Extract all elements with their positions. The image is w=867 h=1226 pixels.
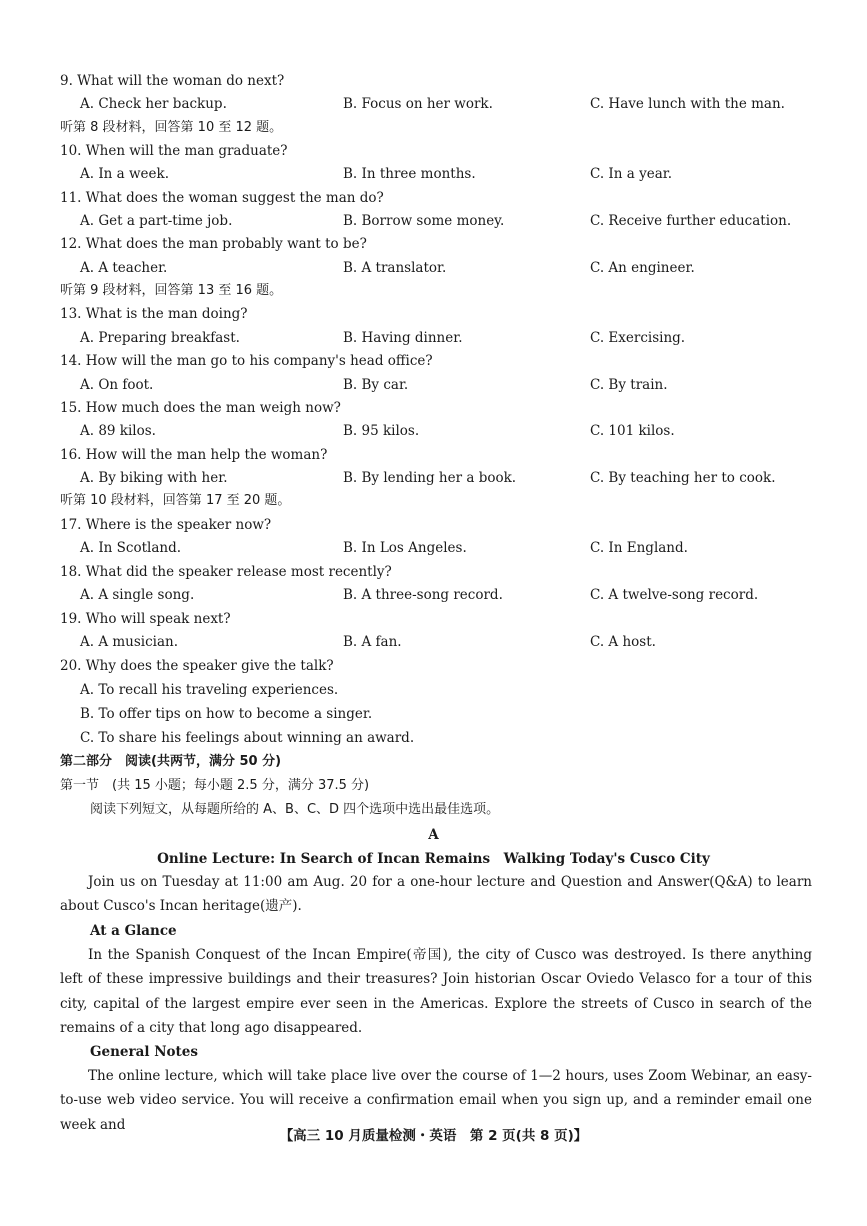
- option-b: B. 95 kilos.: [343, 423, 420, 439]
- instruction-seg10: 听第 10 段材料，回答第 17 至 20 题。: [60, 493, 291, 508]
- instruction-seg8: 听第 8 段材料，回答第 10 至 12 题。: [60, 120, 283, 135]
- option-b: B. A fan.: [343, 634, 402, 650]
- option-c: C. A host.: [590, 634, 656, 650]
- option-c: C. By teaching her to cook.: [590, 470, 776, 486]
- question-stem: 14. How will the man go to his company's head office?: [60, 353, 433, 369]
- passage-intro: [60, 870, 812, 919]
- glance-paragraph: [60, 943, 812, 1040]
- intro-text: Join us on Tuesday at 11:00 am Aug. 20 for a one-hour lecture and Question and Answer(Q&A) to learn about Cusco's Incan heritage(遗产).: [60, 874, 812, 915]
- glance-text: In the Spanish Conquest of the Incan Empire(帝国), the city of Cusco was destroyed. Is there anything left of these impressive buildings and their treasures? Join historian Oscar Oviedo Velasco for a tour of this city, capital of the largest empire ever seen in the Americas. Explore the streets of Cusco in search of the remains of a city that long ago disappeared.: [60, 947, 812, 1036]
- instruction-seg9: 听第 9 段材料，回答第 13 至 16 题。: [60, 283, 283, 298]
- option-b: B. Having dinner.: [343, 330, 463, 346]
- question-stem: 19. Who will speak next?: [60, 611, 231, 627]
- question-stem: 15. How much does the man weigh now?: [60, 400, 341, 416]
- question-stem: 13. What is the man doing?: [60, 306, 248, 322]
- option-c: C. In England.: [590, 540, 688, 556]
- option-c: C. By train.: [590, 377, 668, 393]
- option-b: B. A three-song record.: [343, 587, 503, 603]
- option-c: C. In a year.: [590, 166, 673, 182]
- part2-heading: 第二部分 阅读(共两节，满分 50 分): [60, 754, 282, 769]
- question-stem: 11. What does the woman suggest the man do?: [60, 190, 384, 206]
- option-c: C. 101 kilos.: [590, 423, 675, 439]
- passage-letter: A: [428, 827, 439, 843]
- notes-text: The online lecture, which will take place live over the course of 1—2 hours, uses Zoom Webinar, an easy-to-use web video service. You will receive a confirmation email when you sign up, and a reminder email one week and: [60, 1068, 812, 1133]
- question-stem: 9. What will the woman do next?: [60, 73, 285, 89]
- option-c: C. Exercising.: [590, 330, 686, 346]
- option-b: B. A translator.: [343, 260, 447, 276]
- question-stem: 20. Why does the speaker give the talk?: [60, 658, 334, 674]
- question-stem: 10. When will the man graduate?: [60, 143, 288, 159]
- option-a: A. To recall his traveling experiences.: [80, 682, 339, 698]
- notes-heading: General Notes: [90, 1044, 198, 1060]
- option-b: B. Focus on her work.: [343, 96, 493, 112]
- question-stem: 16. How will the man help the woman?: [60, 447, 328, 463]
- option-a: A. A musician.: [80, 634, 179, 650]
- option-b: B. To offer tips on how to become a singer.: [80, 706, 373, 722]
- option-a: A. Preparing breakfast.: [80, 330, 240, 346]
- option-b: B. Borrow some money.: [343, 213, 505, 229]
- question-stem: 17. Where is the speaker now?: [60, 517, 272, 533]
- option-c: C. An engineer.: [590, 260, 695, 276]
- question-stem: 18. What did the speaker release most recently?: [60, 564, 392, 580]
- option-a: A. In Scotland.: [80, 540, 182, 556]
- option-a: A. By biking with her.: [80, 470, 228, 486]
- reading-directions: 阅读下列短文，从每题所给的 A、B、C、D 四个选项中选出最佳选项。: [90, 802, 500, 817]
- option-b: B. By car.: [343, 377, 409, 393]
- option-b: B. In three months.: [343, 166, 476, 182]
- passage-title: Online Lecture: In Search of Incan Remains Walking Today's Cusco City: [157, 851, 710, 867]
- option-a: A. A single song.: [80, 587, 195, 603]
- option-a: A. 89 kilos.: [80, 423, 156, 439]
- option-a: A. Check her backup.: [80, 96, 227, 112]
- option-c: C. Receive further education.: [590, 213, 792, 229]
- option-c: C. Have lunch with the man.: [590, 96, 785, 112]
- option-c: C. A twelve-song record.: [590, 587, 759, 603]
- option-b: B. By lending her a book.: [343, 470, 517, 486]
- option-a: A. In a week.: [80, 166, 169, 182]
- page-footer: 【高三 10 月质量检测・英语 第 2 页(共 8 页)】: [279, 1128, 588, 1144]
- option-a: A. A teacher.: [80, 260, 168, 276]
- question-stem: 12. What does the man probably want to be?: [60, 236, 367, 252]
- section1-heading: 第一节 (共 15 小题；每小题 2.5 分，满分 37.5 分): [60, 778, 370, 793]
- option-a: A. Get a part-time job.: [80, 213, 233, 229]
- option-b: B. In Los Angeles.: [343, 540, 467, 556]
- option-c: C. To share his feelings about winning an award.: [80, 730, 415, 746]
- option-a: A. On foot.: [80, 377, 154, 393]
- glance-heading: At a Glance: [90, 923, 177, 939]
